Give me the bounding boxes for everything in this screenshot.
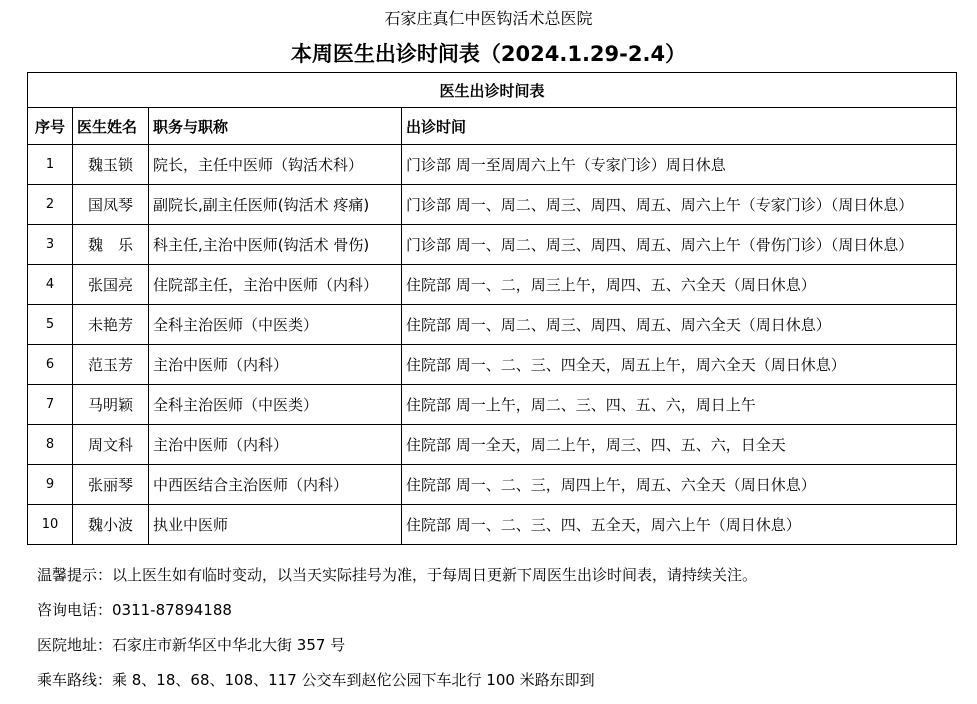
footer-tip: 温馨提示：以上医生如有临时变动，以当天实际挂号为准，于每周日更新下周医生出诊时间表，请持续关注。 (37, 566, 758, 584)
schedule-table (27, 72, 957, 545)
hospital-name: 石家庄真仁中医钩活术总医院 (384, 9, 593, 28)
cell-position-title: 主治中医师（内科） (149, 425, 402, 465)
cell-position-title: 院长，主任中医师（钩活术科） (149, 145, 402, 185)
cell-doctor-name: 未艳芳 (73, 305, 149, 345)
table-row (28, 305, 957, 345)
table-row (28, 145, 957, 185)
cell-position-title: 全科主治医师（中医类） (149, 385, 402, 425)
cell-position-title: 副院长,副主任医师(钩活术 疼痛) (149, 185, 402, 225)
cell-doctor-name: 马明颖 (73, 385, 149, 425)
table-row (28, 465, 957, 505)
cell-clinic-time: 住院部 周一、二，周三上午，周四、五、六全天（周日休息） (402, 265, 957, 305)
cell-number: 7 (28, 385, 73, 425)
cell-position-title: 全科主治医师（中医类） (149, 305, 402, 345)
cell-number: 4 (28, 265, 73, 305)
cell-doctor-name: 魏小波 (73, 505, 149, 545)
cell-number: 5 (28, 305, 73, 345)
column-header-number: 序号 (28, 108, 73, 145)
cell-doctor-name: 张丽琴 (73, 465, 149, 505)
table-caption-row (28, 73, 957, 108)
cell-clinic-time: 住院部 周一全天，周二上午，周三、四、五、六，日全天 (402, 425, 957, 465)
cell-number: 8 (28, 425, 73, 465)
cell-number: 6 (28, 345, 73, 385)
column-header-doctor-name: 医生姓名 (73, 108, 149, 145)
table-row (28, 185, 957, 225)
cell-doctor-name: 魏玉锁 (73, 145, 149, 185)
table-row (28, 505, 957, 545)
cell-number: 9 (28, 465, 73, 505)
cell-position-title: 住院部主任，主治中医师（内科） (149, 265, 402, 305)
column-header-clinic-time: 出诊时间 (402, 108, 957, 145)
table-row (28, 385, 957, 425)
cell-clinic-time: 住院部 周一上午，周二、三、四、五、六，周日上午 (402, 385, 957, 425)
footer-phone: 咨询电话：0311-87894188 (37, 601, 232, 619)
footer-address: 医院地址：石家庄市新华区中华北大街 357 号 (37, 636, 346, 654)
table-header-row (28, 108, 957, 145)
cell-clinic-time: 门诊部 周一至周周六上午（专家门诊）周日休息 (402, 145, 957, 185)
table-row (28, 265, 957, 305)
cell-clinic-time: 住院部 周一、二、三，周四上午，周五、六全天（周日休息） (402, 465, 957, 505)
cell-position-title: 中西医结合主治医师（内科） (149, 465, 402, 505)
cell-position-title: 主治中医师（内科） (149, 345, 402, 385)
cell-number: 2 (28, 185, 73, 225)
cell-clinic-time: 住院部 周一、二、三、四、五全天，周六上午（周日休息） (402, 505, 957, 545)
cell-clinic-time: 住院部 周一、周二、周三、周四、周五、周六全天（周日休息） (402, 305, 957, 345)
cell-doctor-name: 范玉芳 (73, 345, 149, 385)
cell-doctor-name: 魏 乐 (73, 225, 149, 265)
cell-doctor-name: 国凤琴 (73, 185, 149, 225)
table-caption: 医生出诊时间表 (28, 73, 957, 108)
table-row (28, 425, 957, 465)
cell-position-title: 科主任,主治中医师(钩活术 骨伤) (149, 225, 402, 265)
cell-clinic-time: 门诊部 周一、周二、周三、周四、周五、周六上午（骨伤门诊）（周日休息） (402, 225, 957, 265)
cell-clinic-time: 门诊部 周一、周二、周三、周四、周五、周六上午（专家门诊）（周日休息） (402, 185, 957, 225)
cell-doctor-name: 张国亮 (73, 265, 149, 305)
table-row (28, 345, 957, 385)
footer-route: 乘车路线：乘 8、18、68、108、117 公交车到赵佗公园下车北行 100 米路东即到 (37, 671, 595, 689)
cell-number: 10 (28, 505, 73, 545)
cell-number: 3 (28, 225, 73, 265)
column-header-position-title: 职务与职称 (149, 108, 402, 145)
cell-position-title: 执业中医师 (149, 505, 402, 545)
cell-number: 1 (28, 145, 73, 185)
cell-clinic-time: 住院部 周一、二、三、四全天，周五上午，周六全天（周日休息） (402, 345, 957, 385)
page-title: 本周医生出诊时间表（2024.1.29-2.4） (290, 42, 687, 66)
cell-doctor-name: 周文科 (73, 425, 149, 465)
table-row (28, 225, 957, 265)
